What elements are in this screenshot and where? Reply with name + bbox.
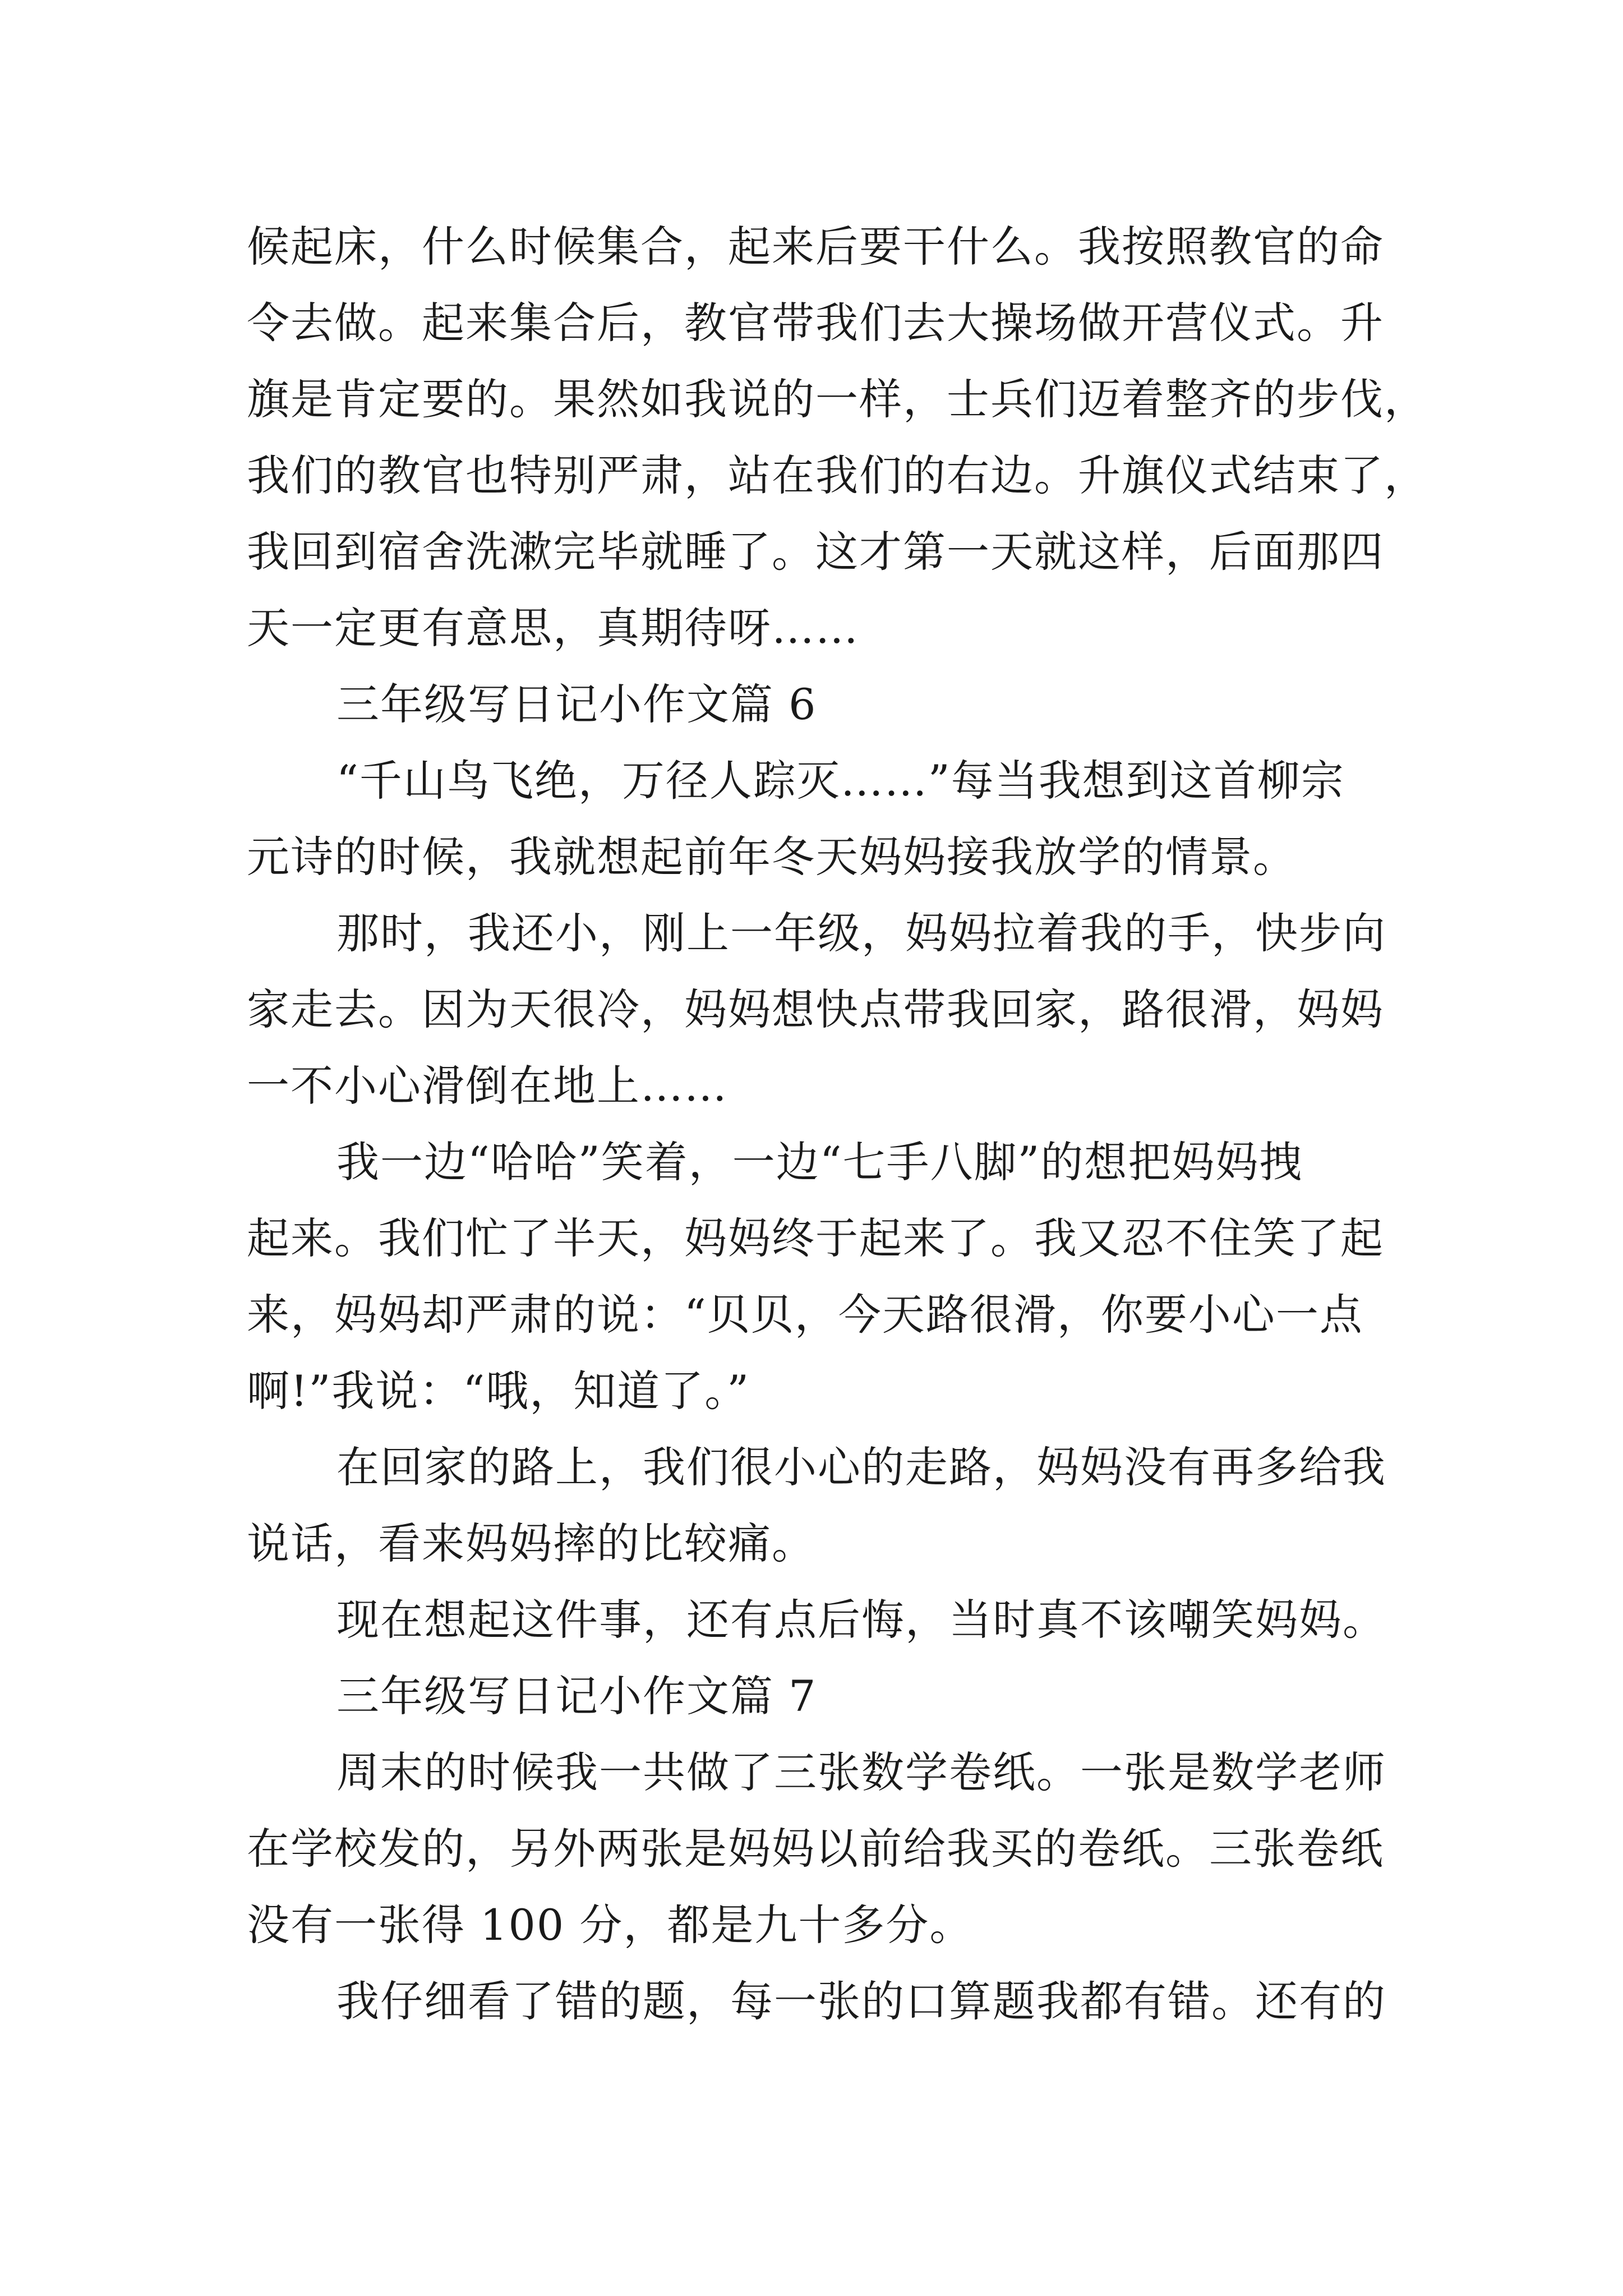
text-line: 我仔细看了错的题，每一张的口算题我都有错。还有的 <box>336 1976 1386 2026</box>
text-line: “千山鸟飞绝，万径人踪灭……”每当我想到这首柳宗 <box>336 756 1345 806</box>
text-line: 令去做。起来集合后，教官带我们去大操场做开营仪式。升 <box>247 298 1384 348</box>
text-line: 来，妈妈却严肃的说：“贝贝，今天路很滑，你要小心一点 <box>247 1290 1363 1340</box>
text-line: 候起床，什么时候集合，起来后要干什么。我按照教官的命 <box>247 222 1384 272</box>
text-line: 在回家的路上，我们很小心的走路，妈妈没有再多给我 <box>336 1442 1386 1492</box>
text-line: 在学校发的，另外两张是妈妈以前给我买的卷纸。三张卷纸 <box>247 1824 1384 1874</box>
text-line: 旗是肯定要的。果然如我说的一样，士兵们迈着整齐的步伐， <box>247 374 1428 424</box>
section-heading: 三年级写日记小作文篇 7 <box>336 1671 817 1721</box>
text-line: 我一边“哈哈”笑着，一边“七手八脚”的想把妈妈拽 <box>336 1137 1303 1187</box>
text-line: 天一定更有意思，真期待呀…… <box>247 603 859 653</box>
text-line: 现在想起这件事，还有点后悔，当时真不该嘲笑妈妈。 <box>336 1595 1386 1645</box>
text-line: 那时，我还小，刚上一年级，妈妈拉着我的手，快步向 <box>336 908 1386 958</box>
text-line: 我回到宿舍洗漱完毕就睡了。这才第一天就这样，后面那四 <box>247 527 1384 577</box>
text-line: 我们的教官也特别严肃，站在我们的右边。升旗仪式结束了， <box>247 450 1428 500</box>
text-line: 啊!”我说：“哦，知道了。” <box>247 1366 750 1416</box>
section-heading: 三年级写日记小作文篇 6 <box>336 679 817 729</box>
text-line: 周末的时候我一共做了三张数学卷纸。一张是数学老师 <box>336 1747 1386 1797</box>
text-line: 起来。我们忙了半天，妈妈终于起来了。我又忍不住笑了起 <box>247 1213 1384 1263</box>
text-line: 说话，看来妈妈摔的比较痛。 <box>247 1519 815 1568</box>
text-line: 一不小心滑倒在地上…… <box>247 1061 728 1111</box>
text-line: 没有一张得 100 分，都是九十多分。 <box>247 1900 974 1950</box>
text-line: 元诗的时候，我就想起前年冬天妈妈接我放学的情景。 <box>247 832 1297 882</box>
text-line: 家走去。因为天很冷，妈妈想快点带我回家，路很滑，妈妈 <box>247 984 1384 1034</box>
